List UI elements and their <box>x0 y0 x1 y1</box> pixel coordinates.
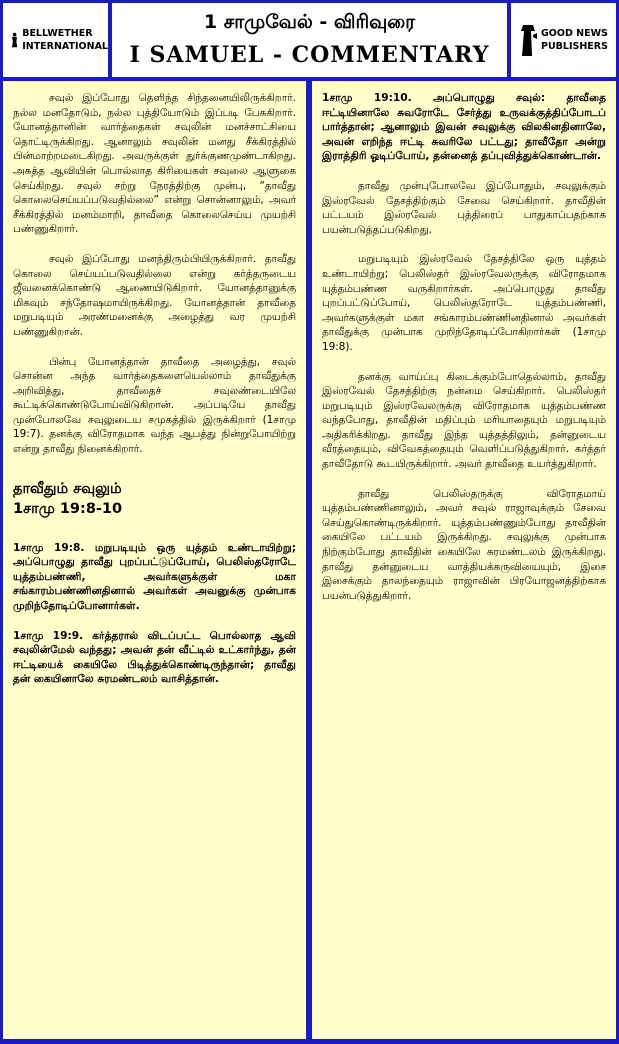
verse-19-10: 1சாமு 19:10. அப்பொழுது சவுல்: தாவீதை ஈட்டியினாலே சுவரோடே சேர்த்து உருவக்குத்திப்போடப் பார்த்தான்; ஆனாலும் இவன் சவுலுக்கு விலகினதினாலே, அவன் எறிந்த ஈட்டி சுவரிலே பட்டது; தாவீதோ அன்று இராத்திரி ஓடிப்போய், தன்னைத் தப்புவித்துக்கொண்டான். <box>322 92 606 163</box>
section-heading-reference: 1சாமு 19:8-10 <box>13 500 123 517</box>
section-heading-title: தாவீதும் சவுலும் <box>13 480 122 497</box>
bellwether-ram-logo-icon <box>11 23 18 57</box>
right-column <box>312 81 616 1039</box>
bellwether-logo-text <box>22 27 108 53</box>
logo-right-line-2: PUBLISHERS <box>541 41 608 52</box>
good-news-herald-logo-icon <box>519 23 537 57</box>
good-news-logo <box>511 3 616 77</box>
title-box <box>112 3 507 77</box>
left-paragraph-1: சவுல் இப்போது தெளிந்த சிந்தனையிலிருக்கிறார். நல்ல மனதோடும், நல்ல புத்தியோடும் இப்படி பேசுகிறார். யோனத்தானின் வார்த்தைகள் சவுலின் மனச்சாட்சியை தொட்டிருக்கிறது. ஆனாலும் சவுலின் மனது சீக்கிரத்தில் பின்மாற்றமடைகிறது. அவருக்குள் துர்க்குணமுண்டாகிறது. அசுத்த ஆவியின் பொல்லாத கிரியைகள் சவுலை ஆளுகை செய்கிறது. சவுல் சற்று நேரத்திற்கு முன்பு, “தாவீது கொலைசெய்யப்படுவதில்லை” என்று சொன்னாலும், அவர் சீக்கிரத்தில் மனம்மாறி, தாவீதை கொலைசெய்ய முயற்சி பண்ணுகிறார். <box>13 92 296 236</box>
logo-right-line-1: GOOD NEWS <box>541 28 608 39</box>
right-paragraph-3: தனக்கு வாய்ப்பு கிடைக்கும்போதெல்லாம், தாவீது இஸ்ரவேல் தேசத்திற்கு நன்மை செய்கிறார். பெலிஸ்தர் மறுபடியும் இஸ்ரவேலருக்கு விரோதமாக யுத்தம்பண்ண வந்தபோது, தாவீதின் மதிப்பும் மரியாதையும் மறுபடியும் அதிகரிக்கிறது. தாவீது இந்த யுத்தத்திலும், தன்னுடைய வீரத்தையும், விவேகத்தையும் வெளிப்படுத்துகிறார். கர்த்தர் தாவீதோடு கூடயிருக்கிறார். அவர் தாவீதை உயர்த்துகிறார். <box>322 370 606 471</box>
left-column <box>3 81 306 1039</box>
left-paragraph-3: பின்பு யோனத்தான் தாவீதை அழைத்து, சவுல் சொன்ன அந்த வார்த்தைகளையெல்லாம் தாவீதுக்கு அறிவித்து, தாவீதைச் சவுலண்டையிலே கூட்டிக்கொண்டுபோய்விடுகிறான். அப்படியே தாவீது முன்போலவே சவுலுடைய சமுகத்தில் இருக்கிறார் (1சாமு 19:7). தனக்கு விரோதமாக வந்த ஆபத்து நின்றுபோயிற்று என்று தாவீது நினைக்கிறார். <box>13 355 296 456</box>
section-heading <box>13 479 296 519</box>
right-paragraph-1: தாவீது முன்புபோலவே இப்போதும், சவுலுக்கும் இஸ்ரவேல் தேசத்திற்கும் சேவை செய்கிறார். தாவீதின் பட்டயம் இஸ்ரவேல் புத்திரைப் பாதுகாப்பதற்காக பயன்படுத்தப்படுகிறது. <box>322 179 606 236</box>
verse-19-8: 1சாமு 19:8. மறுபடியும் ஒரு யுத்தம் உண்டாயிற்று; அப்பொழுது தாவீது புறப்பட்டுப்போய், பெலிஸ்தரோடே யுத்தம்பண்ணி, அவர்களுக்குள் மகா சங்காரம்பண்ணினதினால் அவர்கள் அவனுக்கு முன்பாக முறிந்தோடிப்போனார்கள். <box>13 541 296 613</box>
page-title-english: I SAMUEL - COMMENTARY <box>129 42 490 68</box>
good-news-logo-text <box>541 27 608 53</box>
left-paragraph-2: சவுல் இப்போது மனந்திரும்பியிருக்கிறார். தாவீது கொலை செய்யப்படுவதில்லை என்று கர்த்தருடைய ஜீவனைக்கொண்டு ஆணையிடுகிறார். யோனத்தானுக்கு மிகவும் சந்தோஷமாயிருக்கிறது. யோனத்தான் தாவீதை மறுபடியும் அரண்மனைக்கு அழைத்து வர முயற்சி பண்ணுகிறான். <box>13 252 296 338</box>
logo-left-line-1: BELLWETHER <box>22 28 93 39</box>
logo-left-line-2: INTERNATIONAL <box>22 41 108 52</box>
right-paragraph-4: தாவீது பெலிஸ்தருக்கு விரோதமாய் யுத்தம்பண்ணினாலும், அவர் சவுல் ராஜாவுக்கும் சேவை செய்துகொண்டிருக்கிறார். யுத்தம்பண்ணும்போது தாவீதின் கையிலே பட்டயம் இருக்கிறது. சவுலுக்கு முன்பாக நிற்கும்போது தாவீதின் கையிலே சுரமண்டலம் இருக்கிறது. தாவீது தன்னுடைய வாத்தியக்கருவியையும், இசை இசைக்கும் தாலந்தையும் ராஜாவின் பிரயோஜனத்திற்காக பயன்படுத்துகிறார். <box>322 487 606 602</box>
header <box>3 3 616 77</box>
page-title-tamil: 1 சாமுவேல் - விரிவுரை <box>203 11 416 33</box>
bellwether-logo <box>3 3 108 77</box>
verse-19-9: 1சாமு 19:9. கர்த்தரால் விடப்பட்ட பொல்லாத ஆவி சவுலின்மேல் வந்தது; அவன் தன் வீட்டில் உட்கார்ந்து, தன் ஈட்டியைக் கையிலே பிடித்துக்கொண்டிருந்தான்; தாவீது தன் கையினாலே சுரமண்டலம் வாசித்தான். <box>13 629 296 686</box>
right-paragraph-2: மறுபடியும் இஸ்ரவேல் தேசத்திலே ஒரு யுத்தம் உண்டாயிற்று; பெலிஸ்தர் இஸ்ரவேலருக்கு விரோதமாக யுத்தம்பண்ண வருகிறார்கள். அப்பொழுது தாவீது புறப்பட்டுப்போய், பெலிஸ்தரோடே யுத்தம்பண்ணி, அவர்களுக்குள் மகா சங்காரம்பண்ணினதினால் அவர்கள் தாவீதுக்கு முன்பாக முறிந்தோடிப்போகிறார்கள் (1சாமு 19:8). <box>322 253 606 353</box>
